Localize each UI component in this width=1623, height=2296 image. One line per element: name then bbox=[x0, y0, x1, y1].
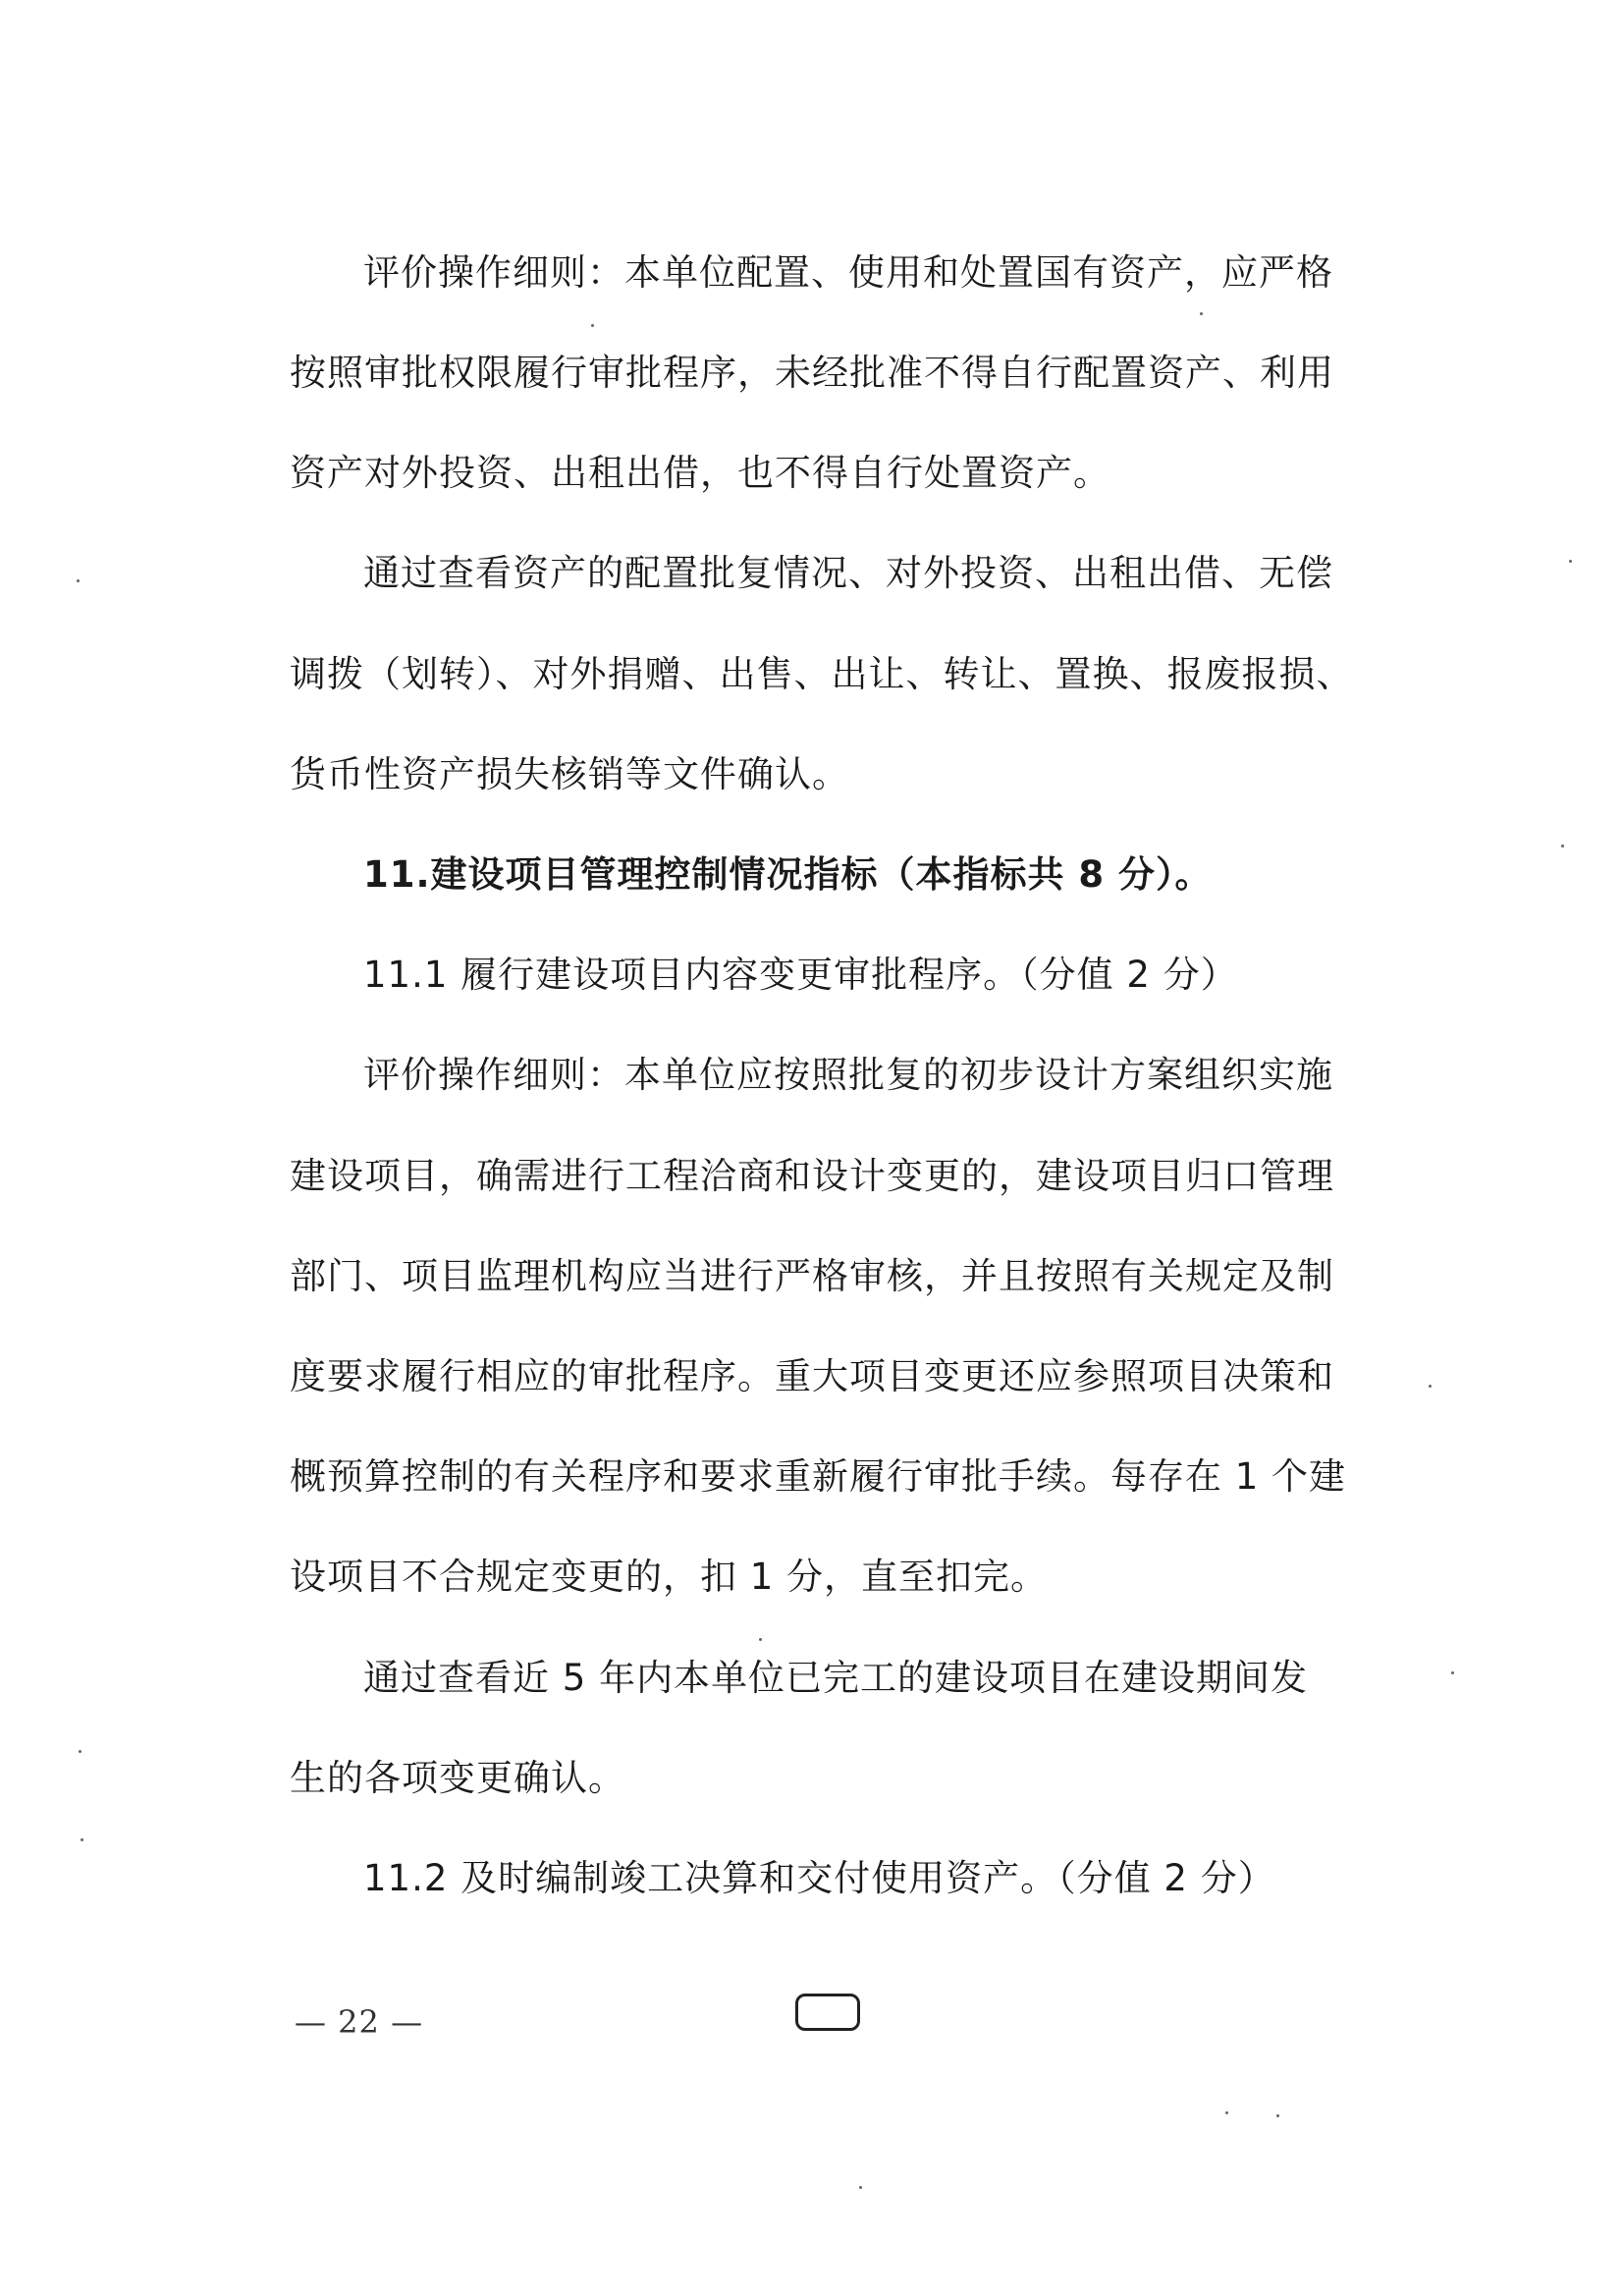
scan-speck bbox=[1429, 1385, 1432, 1388]
section-heading: 11.建设项目管理控制情况指标（本指标共 8 分）。 bbox=[363, 853, 1213, 896]
scan-speck bbox=[1225, 2111, 1228, 2114]
body-text-line: 货币性资产损失核销等文件确认。 bbox=[290, 753, 849, 795]
body-text-line: 设项目不合规定变更的，扣 1 分，直至扣完。 bbox=[290, 1556, 1049, 1598]
scan-speck bbox=[81, 1838, 83, 1841]
body-text-line: 评价操作细则：本单位配置、使用和处置国有资产，应严格 bbox=[363, 251, 1333, 294]
body-text-line: 部门、项目监理机构应当进行严格审核，并且按照有关规定及制 bbox=[290, 1255, 1334, 1297]
body-text-line: 资产对外投资、出租出借，也不得自行处置资产。 bbox=[290, 452, 1110, 494]
scan-speck bbox=[759, 1638, 762, 1641]
body-text-line: 度要求履行相应的审批程序。重大项目变更还应参照项目决策和 bbox=[290, 1355, 1334, 1397]
body-text-line: 按照审批权限履行审批程序，未经批准不得自行配置资产、利用 bbox=[290, 352, 1334, 394]
page-number: — 22 — bbox=[295, 2003, 424, 2041]
subsection-heading: 11.2 及时编制竣工决算和交付使用资产。（分值 2 分） bbox=[363, 1857, 1275, 1899]
scan-speck bbox=[859, 2186, 862, 2189]
body-text-line: 概预算控制的有关程序和要求重新履行审批手续。每存在 1 个建 bbox=[290, 1455, 1347, 1498]
scan-speck bbox=[1561, 845, 1564, 847]
body-text-line: 通过查看近 5 年内本单位已完工的建设项目在建设期间发 bbox=[363, 1657, 1309, 1699]
body-text-line: 评价操作细则：本单位应按照批复的初步设计方案组织实施 bbox=[363, 1054, 1333, 1096]
body-text-line: 调拨（划转）、对外捐赠、出售、出让、转让、置换、报废报损、 bbox=[290, 653, 1354, 695]
body-text-line: 生的各项变更确认。 bbox=[290, 1757, 625, 1799]
scan-speck bbox=[1200, 312, 1203, 315]
scan-speck bbox=[1569, 560, 1572, 563]
subsection-heading: 11.1 履行建设项目内容变更审批程序。（分值 2 分） bbox=[363, 954, 1238, 996]
scan-speck bbox=[79, 1750, 81, 1753]
scan-speck bbox=[1451, 1671, 1454, 1674]
scan-speck bbox=[1276, 2114, 1279, 2117]
scan-speck bbox=[77, 579, 80, 582]
scan-speck bbox=[591, 324, 594, 327]
body-text-line: 建设项目，确需进行工程洽商和设计变更的，建设项目归口管理 bbox=[290, 1155, 1334, 1197]
body-text-line: 通过查看资产的配置批复情况、对外投资、出租出借、无偿 bbox=[363, 552, 1333, 594]
scan-mark-box bbox=[795, 1994, 860, 2031]
